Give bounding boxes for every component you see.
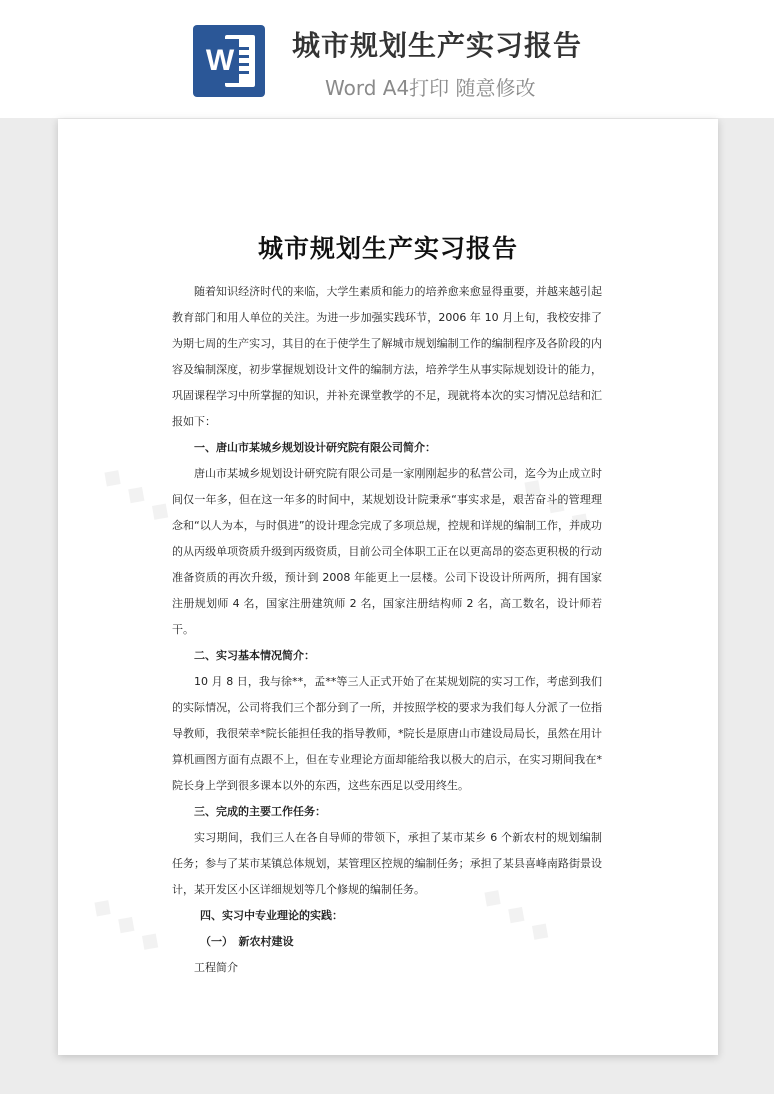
watermark: ◆ ◆ ◆ (516, 469, 598, 539)
section-heading: 四、实习中专业理论的实践： (200, 909, 343, 922)
document-title: 城市规划生产实习报告 (257, 234, 518, 263)
section-paragraph: 10 月 8 日，我与徐**，孟**等三人正式开始了在某规划院的实习工作，考虑到我们的实际情况，公司将我们三个都分到了一所，并按照学校的要求为我们每人分派了一位指导教师，我很荣幸*院长能担任我的指导教师，*院长是原唐山市建设局局长，虽然在用计算机画图方面有点跟不上，但在专业理论方面却能给我以极大的启示，在实习期间我在*院长身上学到很多课本以外的东西，这些东西足以受用终生。 (172, 675, 602, 792)
watermark: ◆ ◆ ◆ (86, 889, 168, 959)
section-heading: 二、实习基本情况简介： (194, 649, 315, 662)
section-paragraph: 实习期间，我们三人在各自导师的带领下，承担了某市某乡 6 个新农村的规划编制任务；参与了某市某镇总体规划，某管理区控规的编制任务；承担了某县喜峰南路街景设计，某开发区小区详细规划等几个修规的编制任务。 (172, 831, 602, 896)
header-title: 城市规划生产实习报告 (292, 29, 583, 62)
document-page (58, 119, 718, 1055)
word-icon-letter: W (201, 39, 239, 83)
header-subtitle: Word A4打印 随意修改 (325, 76, 536, 100)
subsection-heading: （一） 新农村建设 (200, 935, 294, 948)
intro-paragraph: 随着知识经济时代的来临，大学生素质和能力的培养愈来愈显得重要，并越来越引起教育部门和用人单位的关注。为进一步加强实践环节，2006 年 10 月上旬，我校安排了为期七周的生产实习，其目的在于使学生了解城市规划编制工作的编制程序及各阶段的内容及编制深度，初步掌握规划设计文件的编制方法，培养学生从事实际规划设计的能力，巩固课程学习中所掌握的知识，并补充课堂教学的不足，现就将本次的实习情况总结和汇报如下： (172, 285, 602, 428)
header-bar (0, 0, 774, 118)
word-document-icon (193, 25, 265, 97)
section-heading: 三、完成的主要工作任务： (194, 805, 326, 818)
document-body (172, 279, 602, 981)
section-heading: 一、唐山市某城乡规划设计研究院有限公司简介： (194, 441, 436, 454)
watermark: ◆ ◆ ◆ (476, 879, 558, 949)
section-paragraph: 唐山市某城乡规划设计研究院有限公司是一家刚刚起步的私营公司，迄今为止成立时间仅一年多，但在这一年多的时间中，某规划设计院秉承“事实求是，艰苦奋斗的管理理念和“以人为本，与时俱进”的设计理念完成了多项总规，控规和详规的编制工作，并成功的从丙级单项资质升级到丙级资质，目前公司全体职工正在以更高昂的姿态更积极的行动准备资质的再次升级，预计到 2008 年能更上一层楼。公司下设设计所两所，拥有国家注册规划师 4 名，国家注册建筑师 2 名，国家注册结构师 2 名，高工数名，设计师若干。 (172, 467, 602, 636)
watermark: ◆ ◆ ◆ (96, 459, 178, 529)
subsection-paragraph: 工程简介 (194, 961, 238, 974)
